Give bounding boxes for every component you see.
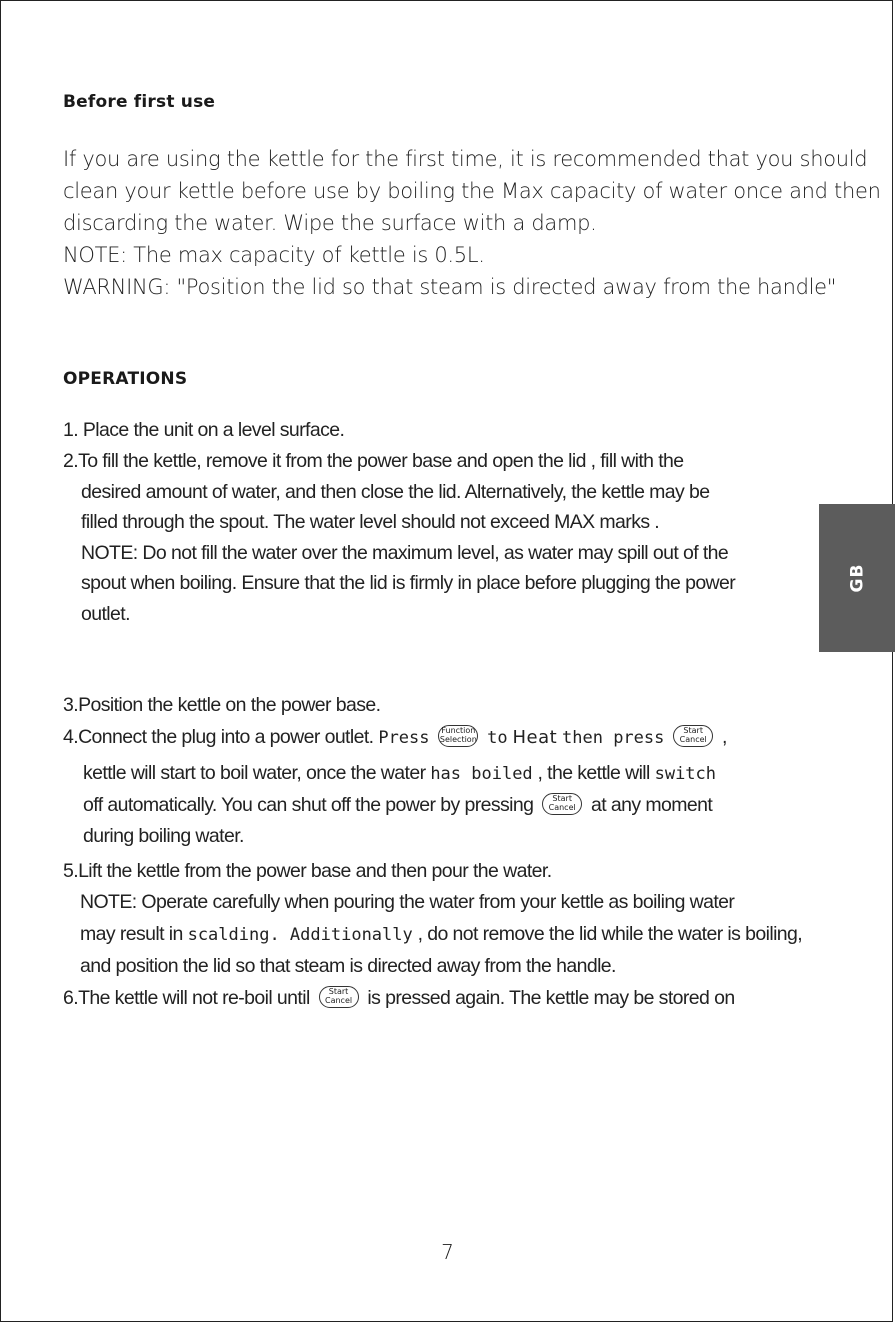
step-4-has-boiled-text: has boiled xyxy=(430,764,533,784)
step-4-connect-text: 4.Connect the plug into a power outlet. xyxy=(63,726,374,748)
start-cancel-button-icon: Start Cancel xyxy=(319,986,359,1008)
start-cancel-button-icon: Start Cancel xyxy=(673,725,713,747)
step-4-boil-text: kettle will start to boil water, once the water xyxy=(83,762,426,784)
step-2-line-1: 2.To fill the kettle, remove it from the power base and open the lid , fill with the xyxy=(63,450,684,472)
before-line-2: clean your kettle before use by boiling the Max capacity of water once and then xyxy=(63,179,881,203)
step-4-line-2 xyxy=(83,758,716,789)
language-side-tab xyxy=(819,504,895,652)
function-selection-button-icon: Function Selection xyxy=(438,725,478,747)
before-warning: WARNING: "Position the lid so that steam is directed away from the handle" xyxy=(63,275,837,299)
step-5-scalding-text: scalding. Additionally xyxy=(187,925,413,945)
step-5-note-line-3: and position the lid so that steam is directed away from the handle. xyxy=(80,955,616,977)
step-4-press-text: Press xyxy=(378,728,430,748)
language-tab-label: GB xyxy=(846,563,867,593)
step-4-switch-text: switch xyxy=(654,764,717,784)
step-4-line-1 xyxy=(63,722,727,753)
step-6-stored-text: is pressed again. The kettle may be stored on xyxy=(367,987,735,1009)
step-2-note-line-1: NOTE: Do not fill the water over the maximum level, as water may spill out of the xyxy=(81,542,729,564)
before-first-use-heading: Before first use xyxy=(63,92,216,112)
step-2-note-line-2: spout when boiling. Ensure that the lid is firmly in place before plugging the power xyxy=(81,572,736,594)
before-note: NOTE: The max capacity of kettle is 0.5L. xyxy=(63,243,485,267)
step-5-may-result-text: may result in xyxy=(80,923,183,945)
operations-heading: OPERATIONS xyxy=(63,369,188,389)
step-4-shut-off-text: off automatically. You can shut off the power by pressing xyxy=(83,794,534,816)
step-5-line-1: 5.Lift the kettle from the power base and then pour the water. xyxy=(63,860,552,882)
step-3: 3.Position the kettle on the power base. xyxy=(63,694,381,716)
step-2-line-2: desired amount of water, and then close the lid. Alternatively, the kettle may be xyxy=(81,481,710,503)
before-line-3: discarding the water. Wipe the surface with a damp. xyxy=(63,211,597,235)
step-5-lid-text: , do not remove the lid while the water is boiling, xyxy=(417,923,803,945)
step-5-note-line-1: NOTE: Operate carefully when pouring the water from your kettle as boiling water xyxy=(80,891,735,913)
before-line-1: If you are using the kettle for the first time, it is recommended that you should xyxy=(63,147,868,171)
step-2-note-line-3: outlet. xyxy=(81,603,130,625)
step-4-line-4: during boiling water. xyxy=(83,825,244,847)
page-number: 7 xyxy=(441,1240,454,1264)
step-6-reboil-text: 6.The kettle will not re-boil until xyxy=(63,987,310,1009)
step-4-any-moment-text: at any moment xyxy=(591,794,713,816)
step-4-heat-text: Heat xyxy=(512,727,558,748)
step-4-kettle-will-text: , the kettle will xyxy=(537,762,650,784)
step-1: 1. Place the unit on a level surface. xyxy=(63,419,345,441)
step-4-comma: , xyxy=(722,726,727,748)
step-2-line-3: filled through the spout. The water level should not exceed MAX marks . xyxy=(81,511,660,533)
step-5-note-line-2 xyxy=(80,919,802,950)
step-4-line-3 xyxy=(83,790,712,820)
step-4-then-press-text: then press xyxy=(562,728,665,748)
start-cancel-button-icon: Start Cancel xyxy=(542,793,582,815)
step-4-to-text: to xyxy=(487,728,508,748)
step-6-line-1 xyxy=(63,983,735,1013)
